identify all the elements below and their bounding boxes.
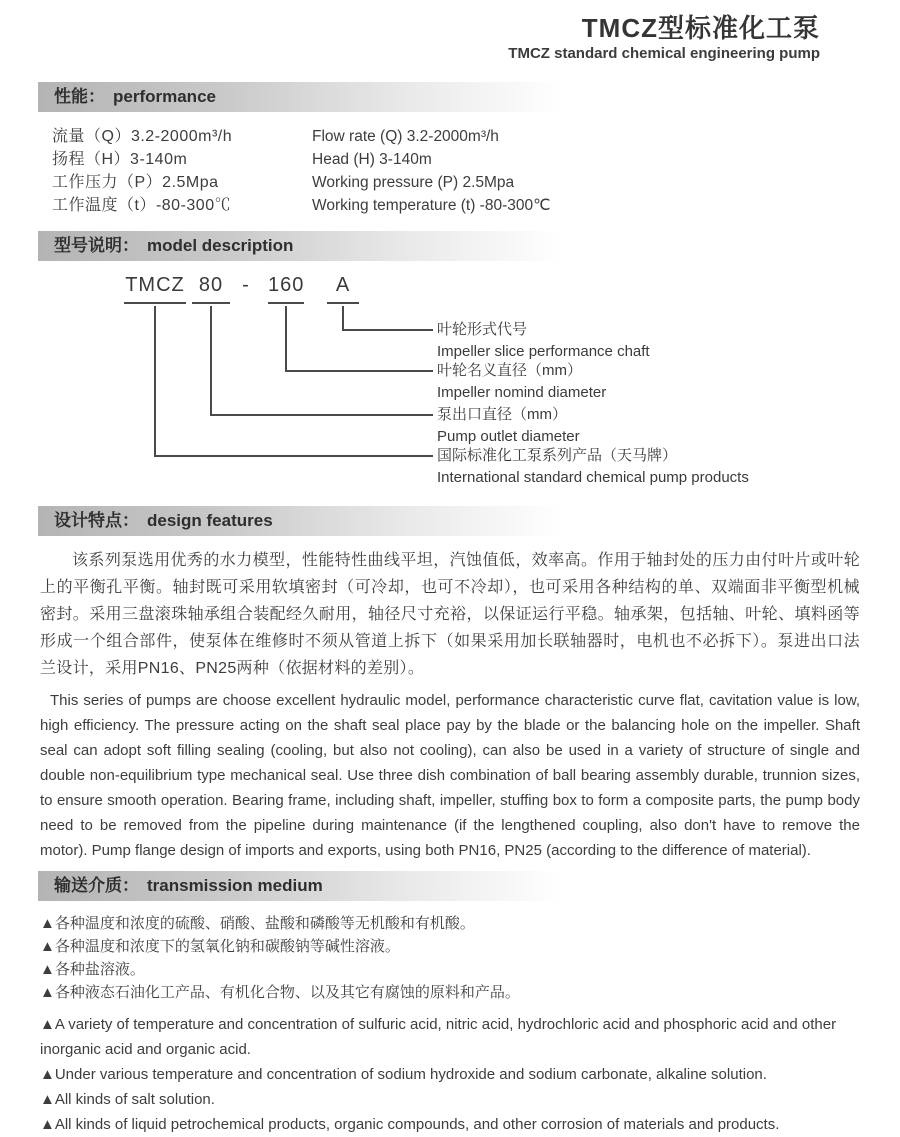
connector-vline-series	[154, 306, 156, 457]
performance-specs-zh	[40, 125, 312, 217]
diagram-label-variant-zh: 叶轮形式代号	[437, 321, 528, 338]
bullet-alkaline-zh: ▲各种温度和浓度下的氢氧化钠和碳酸钠等碱性溶液。	[40, 938, 400, 955]
spec-line-flow-en: Flow rate (Q) 3.2-2000m³/h	[312, 128, 499, 145]
spec-line-temperature-en: Working temperature (t) -80-300℃	[312, 197, 551, 214]
model-code-variant: A	[327, 274, 359, 304]
section-header-model	[38, 231, 563, 261]
bullet-petro-zh: ▲各种液态石油化工产品、有机化合物、以及其它有腐蚀的原料和产品。	[40, 984, 520, 1001]
page-title-en: TMCZ standard chemical engineering pump	[508, 45, 820, 62]
performance-specs	[40, 125, 860, 217]
title-block	[40, 0, 860, 64]
spec-line-head-zh: 扬程（H）3-140m	[52, 151, 188, 168]
connector-vline-variant	[342, 306, 344, 331]
medium-bullets-en	[40, 1012, 860, 1137]
design-paragraph-zh: 该系列泵选用优秀的水力模型，性能特性曲线平坦，汽蚀值低，效率高。作用于轴封处的压力由付叶片或叶轮上的平衡孔平衡。轴封既可采用软填密封（可冷却，也可不冷却），也可采用各种结构的单、双端面非平衡型机械密封。采用三盘滚珠轴承组合装配经久耐用，轴径尺寸充裕，以保证运行平稳。轴承架，包括轴、叶轮、填料函等形成一个组合部件，使泵体在维修时不须从管道上拆下（如果采用加长联轴器时，电机也不必拆下）。泵进出口法兰设计，采用PN16、PN25两种（依据材料的差别）。	[40, 552, 860, 677]
diagram-label-impeller-en: Impeller nomind diameter	[437, 384, 607, 401]
diagram-label-outlet-zh: 泵出口直径（mm）	[437, 406, 567, 423]
section-header-medium-en: transmission medium	[147, 876, 323, 895]
section-header-medium	[38, 871, 563, 901]
diagram-label-outlet-en: Pump outlet diameter	[437, 428, 580, 445]
section-header-model-en: model description	[147, 236, 294, 255]
diagram-label-series	[437, 445, 749, 489]
diagram-label-variant	[437, 319, 650, 363]
connector-hline-impeller	[285, 370, 433, 372]
design-paragraph-en: This series of pumps are choose excellent hydraulic model, performance characteristic curve flat, cavitation value is low, high efficiency. The pressure acting on the shaft seal place pay by the blade or the balancing hole on the impeller. Shaft seal can adopt soft filling sealing (cooling, but also not cooling), can also be used in a variety of structure of single and double non-equilibrium type mechanical seal. Use three dish combination of ball bearing assembly durable, trunnion sizes, to ensure smooth operation. Bearing frame, including shaft, impeller, stuffing box to form a composite parts, the pump body need to be removed from the pipeline during maintenance (if the lengthened coupling, also don't have to remove the motor). Pump flange design of imports and exports, using both PN16, PN25 (according to the difference of material).	[40, 692, 860, 859]
spec-line-pressure-zh: 工作压力（P）2.5Mpa	[52, 174, 219, 191]
diagram-label-impeller-zh: 叶轮名义直径（mm）	[437, 362, 582, 379]
model-code-dash: -	[242, 274, 250, 296]
bullet-acids-zh: ▲各种温度和浓度的硫酸、硝酸、盐酸和磷酸等无机酸和有机酸。	[40, 915, 475, 932]
section-header-model-zh: 型号说明：	[54, 236, 139, 255]
section-header-design-en: design features	[147, 511, 273, 530]
model-code-outlet: 80	[192, 274, 230, 304]
model-code-diagram	[40, 274, 860, 496]
diagram-label-series-en: International standard chemical pump products	[437, 469, 749, 486]
bullet-alkaline-en: ▲Under various temperature and concentration of sodium hydroxide and sodium carbonate, alkaline solution.	[40, 1066, 767, 1083]
section-header-performance-en: performance	[113, 87, 216, 106]
spec-line-head-en: Head (H) 3-140m	[312, 151, 432, 168]
section-header-design	[38, 506, 563, 536]
bullet-petro-en: ▲All kinds of liquid petrochemical products, organic compounds, and other corrosion of materials and products.	[40, 1116, 780, 1133]
medium-bullets-zh	[40, 912, 860, 1004]
connector-hline-outlet	[210, 414, 433, 416]
bullet-acids-en: ▲A variety of temperature and concentration of sulfuric acid, nitric acid, hydrochloric acid and phosphoric acid and other inorganic acid and organic acid.	[40, 1016, 837, 1058]
diagram-label-outlet	[437, 404, 580, 448]
section-header-performance	[38, 82, 563, 112]
diagram-label-variant-en: Impeller slice performance chaft	[437, 343, 650, 360]
model-code-series: TMCZ	[124, 274, 186, 304]
performance-specs-en	[312, 125, 860, 217]
section-header-medium-zh: 输送介质：	[54, 876, 139, 895]
diagram-label-impeller	[437, 360, 606, 404]
page-title-zh: TMCZ型标准化工泵	[581, 13, 820, 43]
spec-line-flow-zh: 流量（Q）3.2-2000m³/h	[52, 128, 233, 145]
diagram-label-series-zh: 国际标准化工泵系列产品（天马牌）	[437, 447, 678, 464]
section-header-performance-zh: 性能：	[54, 87, 105, 106]
spec-line-pressure-en: Working pressure (P) 2.5Mpa	[312, 174, 515, 191]
bullet-salt-zh: ▲各种盐溶液。	[40, 961, 145, 978]
section-header-design-zh: 设计特点：	[54, 511, 139, 530]
spec-line-temperature-zh: 工作温度（t）-80-300℃	[52, 197, 232, 214]
model-code-impeller: 160	[268, 274, 304, 304]
connector-hline-series	[154, 455, 433, 457]
connector-vline-impeller	[285, 306, 287, 372]
bullet-salt-en: ▲All kinds of salt solution.	[40, 1091, 215, 1108]
connector-hline-variant	[342, 329, 433, 331]
connector-vline-outlet	[210, 306, 212, 416]
